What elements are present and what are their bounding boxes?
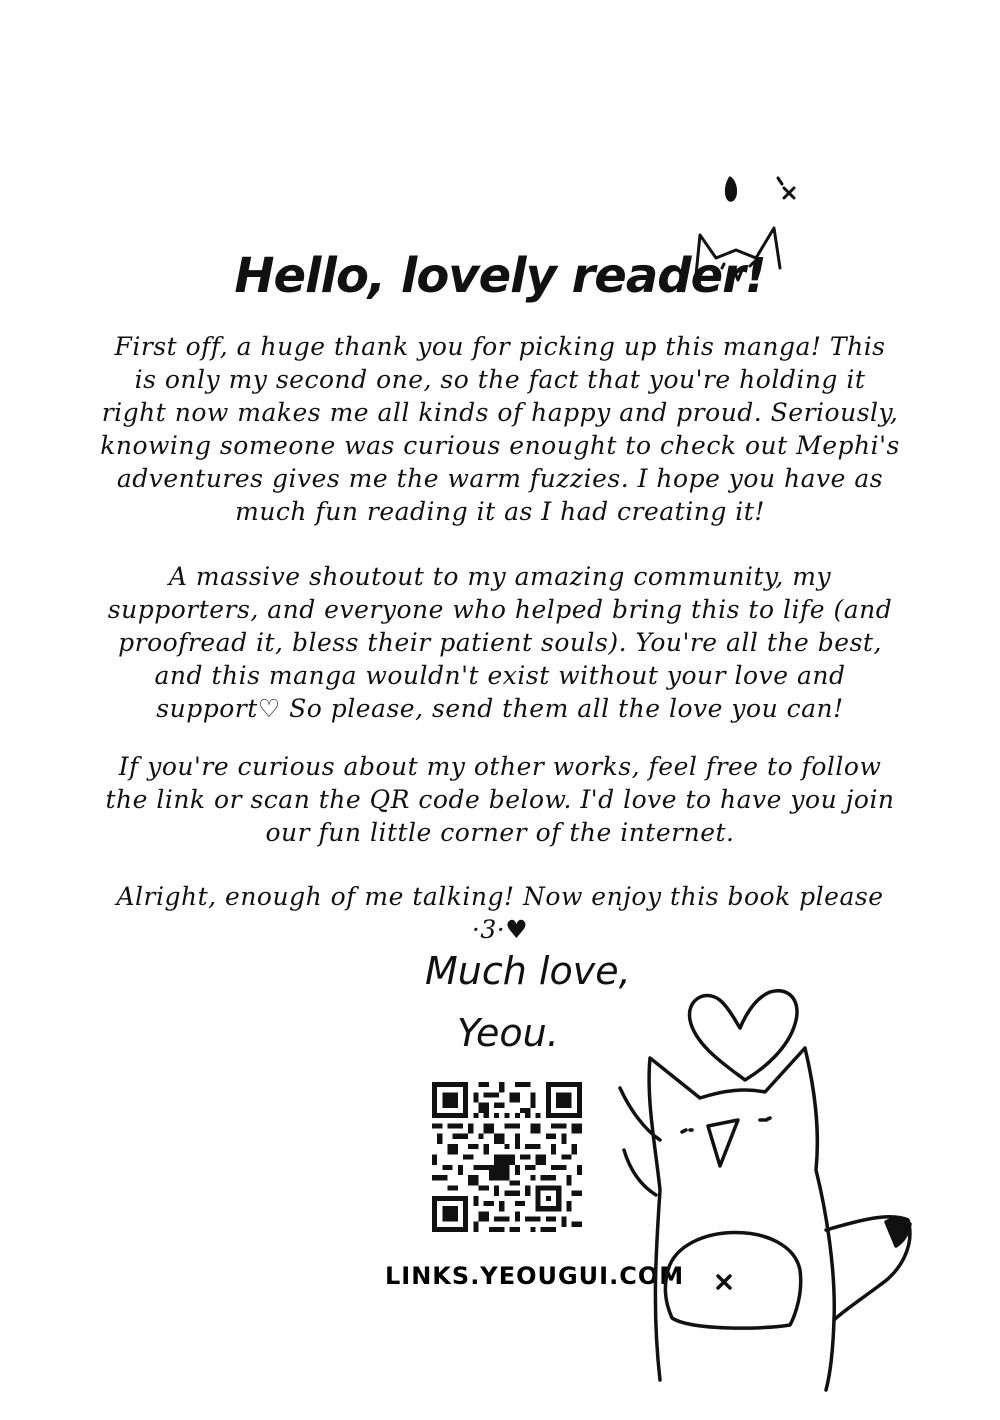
fox-head-doodle-icon xyxy=(686,170,796,290)
letter-paragraph: First off, a huge thank you for picking up this manga! This is only my second one, so the fact that you're holding it right now makes me all kinds of happy and proud. Seriously, knowing someone was curious enought to check out Mephi's adventures gives me the warm fuzzies. I hope you have as much fun reading it as I had creating it! xyxy=(100,332,900,526)
letter-paragraph: A massive shoutout to my amazing community, my supporters, and everyone who helped bring this to life (and proofread it, bless their patient souls). You're all the best, and this manga wouldn't exist without your love and support♡ So please, send them all the love you can! xyxy=(107,562,893,723)
letter-paragraph: If you're curious about my other works, feel free to follow the link or scan the QR code below. I'd love to have you join our fun little corner of the internet. xyxy=(105,752,895,847)
signature-name: Yeou. xyxy=(457,1011,559,1055)
signoff-line: Much love, xyxy=(425,949,631,993)
letter-paragraph: Alright, enough of me talking! Now enjoy this book please ·3·♥ xyxy=(116,882,884,944)
website-link[interactable]: LINKS.YEOUGUI.COM xyxy=(385,1262,685,1290)
fox-mascot-with-heart-icon xyxy=(590,980,930,1400)
qr-code-icon[interactable] xyxy=(432,1082,582,1232)
letter-title: Hello, lovely reader! xyxy=(234,248,766,304)
